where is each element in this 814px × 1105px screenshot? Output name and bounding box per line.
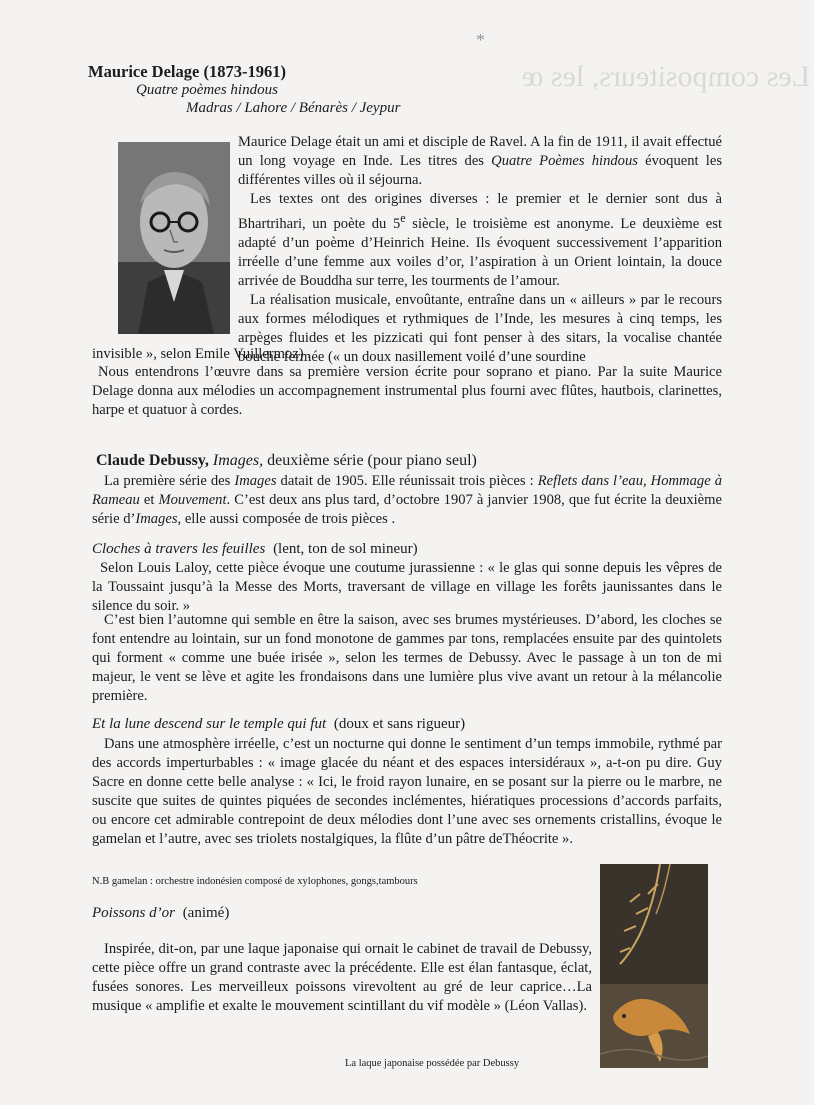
tempo-marking: (animé) xyxy=(182,905,230,921)
delage-paragraph-1 xyxy=(238,133,722,190)
text: . C’est deux ans plus tard, d’octobre 1907 à janvier 1908, que fut écrite la deuxième série d’ xyxy=(92,492,722,527)
cloches-paragraph-1: Selon Louis Laloy, cette pièce évoque une coutume jurassienne : « le glas qui sonne depuis les vêpres de la Toussaint jusqu’à la Messe des Morts, traversant de village en village les forêts jaunissantes dans le silence du soir. » xyxy=(92,560,722,614)
delage-cities: Madras / Lahore / Bénarès / Jeypur xyxy=(186,100,401,116)
bleed-through-text: Les compositeurs, les œ xyxy=(521,60,810,93)
poissons-heading xyxy=(92,905,229,922)
work-title-italic: Quatre Poèmes hindous xyxy=(491,153,638,169)
text: évoquent les différentes villes où il séjourna. xyxy=(238,153,722,188)
text: Les textes ont des origines diverses : le premier et le dernier sont dus à Bhartrihari, un poète du 5 xyxy=(238,191,722,232)
italic: Reflets dans l’eau, Hommage à Rameau xyxy=(92,473,722,508)
text: deuxième série (pour piano seul) xyxy=(263,452,477,469)
superscript: e xyxy=(400,211,406,225)
tempo-marking: (lent, ton de sol mineur) xyxy=(273,541,418,557)
delage-paragraph-3: La réalisation musicale, envoûtante, entraîne dans un « ailleurs » par le recours aux formes mélodiques et rythmiques de l’Inde, les mesures à cinq temps, les arpèges fluides et les pizzicati qui font penser à des sitars, la vocalise chantée bouche fermée (« un doux nasillement voilé d’une sourdine xyxy=(238,291,722,365)
japanese-lacquer-image xyxy=(600,864,708,1068)
composer-name: Claude Debussy, xyxy=(96,452,209,469)
italic: Images xyxy=(135,511,178,527)
lune-heading xyxy=(92,716,465,733)
text: La première série des xyxy=(104,473,235,489)
delage-work-title: Quatre poèmes hindous xyxy=(136,82,278,98)
text: Maurice Delage était un ami et disciple de Ravel. A la fin de 1911, il avait effectué un long voyage en Inde. Les titres des xyxy=(238,134,722,169)
cloches-heading xyxy=(92,541,418,558)
tempo-marking: (doux et sans rigueur) xyxy=(333,716,466,732)
delage-paragraph-3-end: invisible », selon Emile Vuillermoz) . xyxy=(92,346,311,362)
delage-paragraph-4: Nous entendrons l’œuvre dans sa première version écrite pour soprano et piano. Par la suite Maurice Delage donna aux mélodies un accompagnement instrumental plus fourni avec flûtes, hautbois, clarinettes, harpe et quatuor à cordes. xyxy=(92,364,722,418)
lune-paragraph: Dans une atmosphère irréelle, c’est un nocturne qui donne le sentiment d’un temps immobile, rythmé par des accords imperturbables : « image glacée du néant et des espaces intersidéraux », a-t-on pu dire. Guy Sacre en donne cette belle analyse : « Ici, le froid rayon lunaire, en se posant sur la pierre ou le marbre, ne suscite que suites de quintes piquées de secondes inclémentes, hiératiques processions d’accords parfaits, ou encore cet admirable contrepoint de deux mélodies dont l’une avec ses ornements cristallins, évoque le gamelan et l’autre, avec ses triolets nostalgiques, la flûte d’un pâtre deThéocrite ». xyxy=(92,736,722,847)
poissons-paragraph: Inspirée, dit-on, par une laque japonaise qui ornait le cabinet de travail de Debussy, cette pièce offre un grand contraste avec la précédente. Elle est élan fantasque, éclat, fusées sonores. Les merveilleux poissons virevoltent au gré de leur caprice…La musique « amplifie et exalte le mouvement scintillant du vif modèle » (Léon Vallas). xyxy=(92,941,592,1014)
gamelan-note: N.B gamelan : orchestre indonésien composé de xylophones, gongs,tambours xyxy=(92,876,418,887)
work-title-italic: Images, xyxy=(212,452,264,469)
text: datait de 1905. Elle réunissait trois pièces : xyxy=(276,473,538,489)
text: siècle, le troisième est anonyme. Le deuxième est adapté d’un poème d’Heinrich Heine. Ils évoquent successivement l’apparition irréelle d’une femme aux voiles d’or, l’aspiration à un Orient lointain, la douce arrivée de Bouddha sur terre, les tourments de l’amour. xyxy=(238,215,722,289)
debussy-intro-paragraph xyxy=(92,472,722,529)
image-caption: La laque japonaise possédée par Debussy xyxy=(345,1058,520,1069)
lacquer-illustration xyxy=(600,864,708,1068)
portrait-illustration xyxy=(118,142,230,334)
debussy-heading xyxy=(96,452,477,470)
italic: Mouvement xyxy=(158,492,227,508)
delage-paragraph-2 xyxy=(238,190,722,291)
text: , elle aussi composée de trois pièces . xyxy=(177,511,396,527)
cloches-paragraph-2: C’est bien l’automne qui semble en être la saison, avec ses brumes mystérieuses. D’abord, les cloches se font entendre au lointain, sur un fond monotone de gammes par tons, remplacées ensuite par des quintolets qui forment « comme une buée irisée », selon les termes de Debussy. Avec le passage à un ton de mi majeur, le vent se lève et agite les frondaisons dans une lumière plus vive avant un retour à la mélancolie première. xyxy=(92,612,722,704)
italic: Images xyxy=(234,473,277,489)
text: et xyxy=(139,492,159,508)
delage-text-block xyxy=(238,133,722,367)
piece-title: Cloches à travers les feuilles xyxy=(92,541,266,557)
delage-portrait-image xyxy=(118,142,230,334)
piece-title: Poissons d’or xyxy=(92,905,175,921)
piece-title: Et la lune descend sur le temple qui fut xyxy=(92,716,327,732)
delage-title: Maurice Delage (1873-1961) xyxy=(88,62,286,81)
scan-mark: * xyxy=(476,30,485,50)
